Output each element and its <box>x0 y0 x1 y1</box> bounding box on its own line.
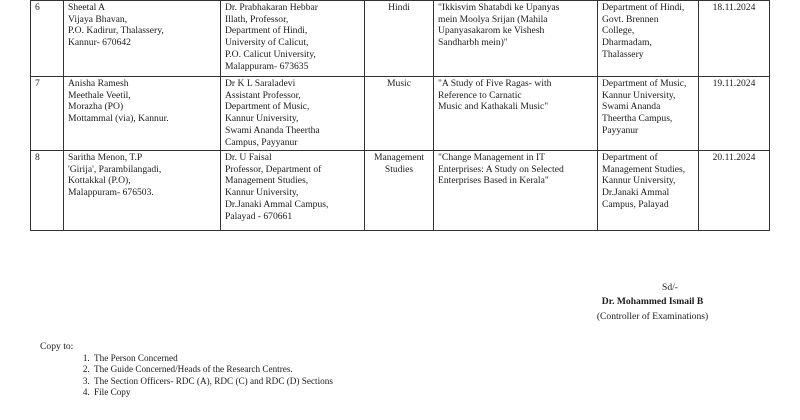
research-centre: Department of Management Studies, Kannur University, Dr.Janaki Ammal Campus, Palayad <box>598 151 699 231</box>
candidate-name-address: Anisha Ramesh Meethale Veetil, Morazha (PO) Mottammal (via), Kannur. <box>64 77 221 151</box>
table-row <box>31 151 770 231</box>
table-row <box>31 77 770 151</box>
copy-to-list <box>72 353 333 398</box>
signature-sd: Sd/- <box>662 282 678 293</box>
list-item: 3. The Section Officers- RDC (A), RDC (C) and RDC (D) Sections <box>92 376 333 387</box>
signatory-designation: (Controller of Examinations) <box>596 311 709 322</box>
list-item: 2. The Guide Concerned/Heads of the Research Centres. <box>92 364 333 375</box>
candidate-name-address: Sheetal A Vijaya Bhavan, P.O. Kadirur, Thalassery, Kannur- 670642 <box>64 1 221 77</box>
thesis-title: "A Study of Five Ragas- with Reference to Carnatic Music and Kathakali Music" <box>434 77 598 151</box>
copy-to-heading: Copy to: <box>40 341 74 352</box>
thesis-title: "Change Management in IT Enterprises: A Study on Selected Enterprises Based in Kerala" <box>434 151 598 231</box>
date: 19.11.2024 <box>699 77 770 151</box>
research-centre: Department of Hindi, Govt. Brennen College, Dharmadam, Thalassery <box>598 1 699 77</box>
research-centre: Department of Music, Kannur University, Swami Ananda Theertha Campus, Payyanur <box>598 77 699 151</box>
subject: Management Studies <box>365 151 434 231</box>
results-table <box>30 0 770 231</box>
list-item: 1. The Person Concerned <box>92 353 333 364</box>
subject: Hindi <box>365 1 434 77</box>
list-item: 4. File Copy <box>92 387 333 398</box>
serial-number: 8 <box>31 151 64 231</box>
table-row <box>31 1 770 77</box>
thesis-title: "Ikkisvim Shatabdi ke Upanyas mein Moolya Srijan (Mahila Upanyasakarom ke Vishesh Sandharbh mein)" <box>434 1 598 77</box>
signatory-name: Dr. Mohammed Ismail B <box>601 296 704 307</box>
subject: Music <box>365 77 434 151</box>
guide-details: Dr. U Faisal Professor, Department of Management Studies, Kannur University, Dr.Janaki Ammal Campus, Palayad - 670661 <box>221 151 365 231</box>
serial-number: 6 <box>31 1 64 77</box>
guide-details: Dr K L Saraladevi Assistant Professor, Department of Music, Kannur University, Swami Ananda Theertha Campus, Payyanur <box>221 77 365 151</box>
candidate-name-address: Saritha Menon, T.P 'Girija', Parambilangadi, Kottakkal (P.O), Malappuram- 676503. <box>64 151 221 231</box>
serial-number: 7 <box>31 77 64 151</box>
guide-details: Dr. Prabhakaran Hebbar Illath, Professor, Department of Hindi, University of Calicut, P.O. Calicut University, Malappuram- 673635 <box>221 1 365 77</box>
date: 18.11.2024 <box>699 1 770 77</box>
date: 20.11.2024 <box>699 151 770 231</box>
